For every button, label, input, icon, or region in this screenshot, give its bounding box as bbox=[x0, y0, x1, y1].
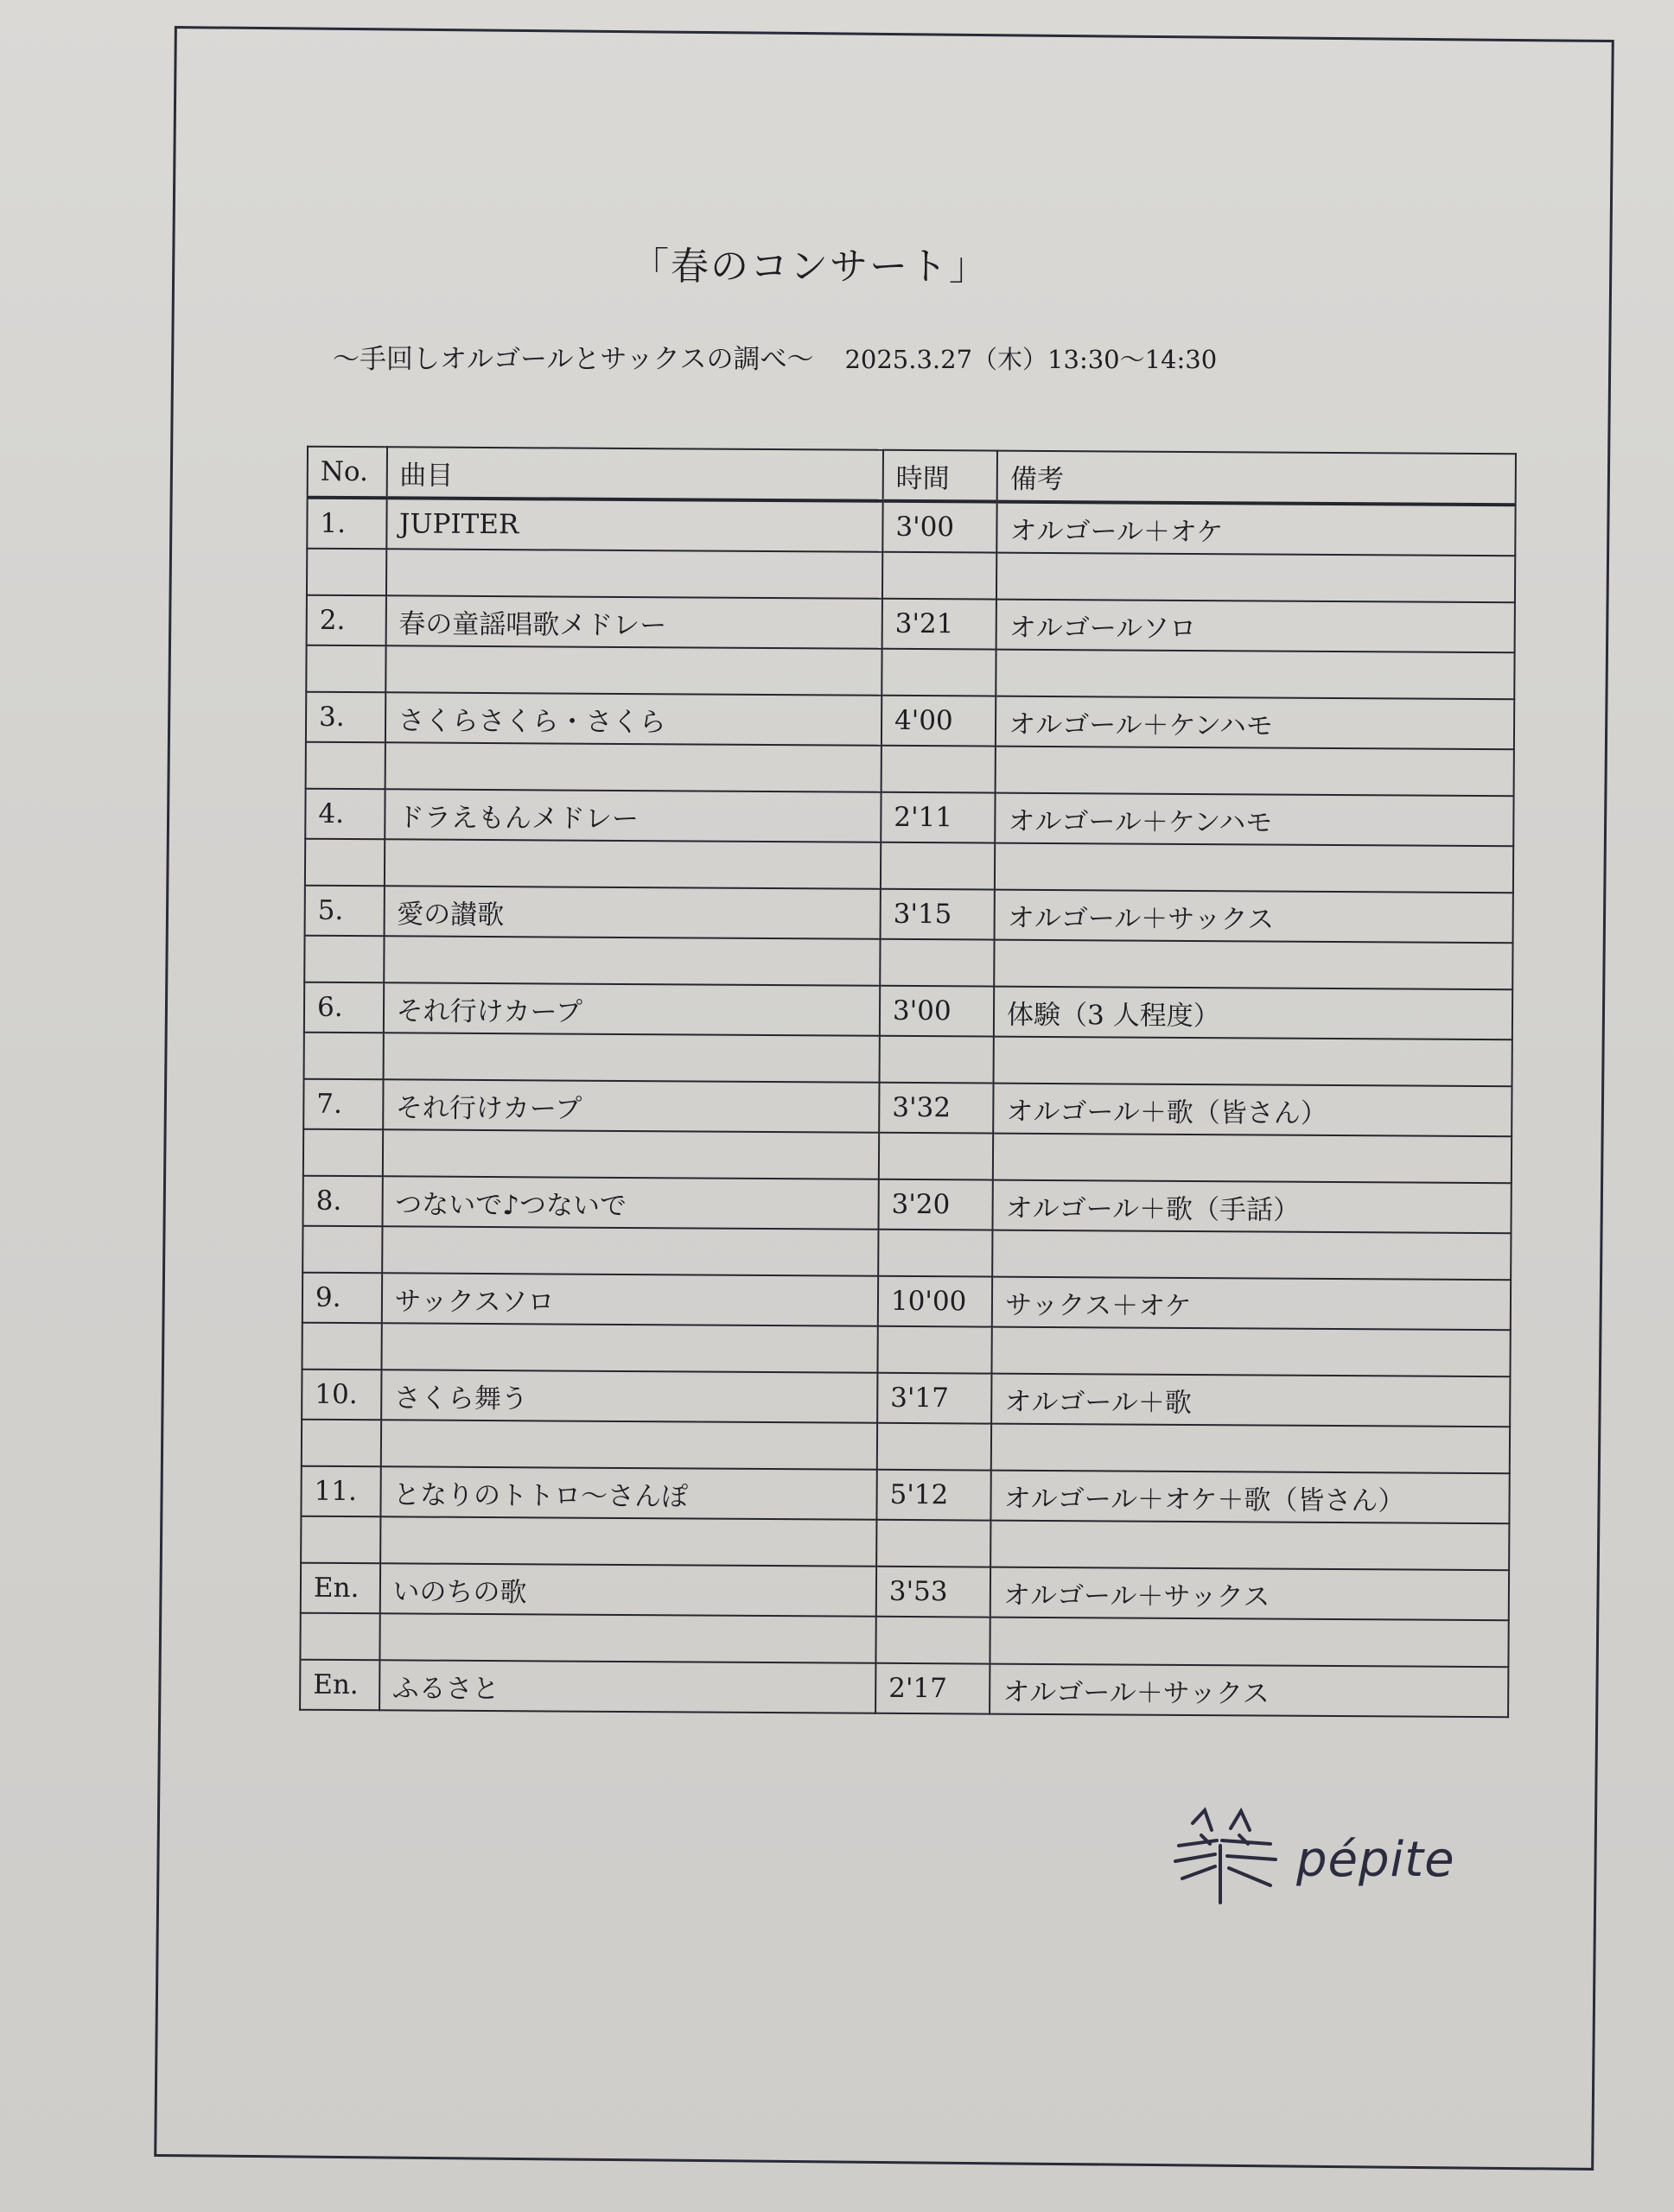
table-row bbox=[305, 789, 1513, 847]
cell-note: オルゴール＋ケンハモ bbox=[996, 696, 1514, 750]
cell-no: 8. bbox=[302, 1176, 382, 1227]
empty-cell bbox=[306, 742, 385, 790]
empty-cell bbox=[876, 1520, 990, 1567]
table-spacer-row bbox=[302, 1420, 1510, 1474]
cell-no: En. bbox=[300, 1660, 379, 1711]
header-title: 曲目 bbox=[386, 447, 883, 501]
empty-cell bbox=[303, 1129, 383, 1177]
empty-cell bbox=[992, 1230, 1511, 1281]
table-spacer-row bbox=[305, 839, 1513, 893]
table-spacer-row bbox=[300, 1613, 1508, 1668]
pepite-logo bbox=[1167, 1806, 1478, 1927]
table-row bbox=[307, 595, 1515, 653]
empty-cell bbox=[878, 1230, 992, 1277]
table-row bbox=[305, 886, 1513, 944]
cell-time: 4'00 bbox=[882, 696, 996, 747]
empty-cell bbox=[302, 1226, 382, 1274]
cell-no: 5. bbox=[305, 886, 385, 937]
table-spacer-row bbox=[302, 1226, 1511, 1281]
table-row bbox=[304, 982, 1512, 1040]
cell-no: 1. bbox=[307, 498, 386, 550]
cell-note: オルゴール＋オケ＋歌（皆さん） bbox=[991, 1471, 1510, 1524]
empty-cell bbox=[992, 1327, 1511, 1377]
program-table bbox=[299, 446, 1517, 1719]
empty-cell bbox=[305, 839, 385, 887]
empty-cell bbox=[304, 936, 384, 983]
cell-time: 3'20 bbox=[878, 1179, 993, 1230]
program-body bbox=[300, 498, 1516, 1718]
cell-note: オルゴール＋サックス bbox=[990, 1664, 1508, 1718]
empty-cell bbox=[880, 939, 994, 987]
cell-time: 10'00 bbox=[878, 1276, 993, 1327]
cell-note: オルゴール＋サックス bbox=[990, 1567, 1509, 1621]
empty-cell bbox=[996, 747, 1514, 797]
cell-time: 2'11 bbox=[881, 792, 996, 843]
cell-note: オルゴール＋歌（手話） bbox=[993, 1180, 1512, 1234]
empty-cell bbox=[995, 843, 1513, 893]
table-row bbox=[306, 692, 1514, 750]
concert-subtitle-line bbox=[333, 337, 1353, 376]
empty-cell bbox=[875, 1617, 990, 1664]
empty-cell bbox=[385, 549, 882, 599]
empty-cell bbox=[879, 1036, 993, 1084]
table-row bbox=[303, 1079, 1512, 1137]
empty-cell bbox=[379, 1613, 876, 1663]
empty-cell bbox=[996, 650, 1514, 700]
empty-cell bbox=[994, 1037, 1512, 1087]
cell-title: JUPITER bbox=[386, 498, 883, 552]
concert-subtitle: ～手回しオルゴールとサックスの調べ～ bbox=[333, 344, 814, 375]
cell-title: となりのトトロ～さんぽ bbox=[380, 1466, 877, 1520]
table-spacer-row bbox=[306, 645, 1514, 700]
table-header-row bbox=[308, 447, 1516, 505]
empty-cell bbox=[304, 1033, 384, 1080]
cell-title: いのちの歌 bbox=[379, 1563, 876, 1617]
cell-no: En. bbox=[301, 1563, 380, 1614]
empty-cell bbox=[993, 1134, 1512, 1184]
empty-cell bbox=[994, 940, 1512, 990]
cell-title: それ行けカープ bbox=[383, 1079, 880, 1133]
cell-time: 2'17 bbox=[875, 1663, 990, 1714]
cell-title: 愛の讃歌 bbox=[384, 886, 881, 939]
table-spacer-row bbox=[304, 936, 1512, 990]
empty-cell bbox=[302, 1420, 381, 1467]
cell-time: 3'00 bbox=[880, 986, 995, 1037]
empty-cell bbox=[382, 1226, 879, 1276]
table-row bbox=[302, 1176, 1511, 1234]
empty-cell bbox=[300, 1613, 379, 1661]
cell-note: 体験（3 人程度） bbox=[994, 987, 1512, 1040]
table-row bbox=[301, 1563, 1509, 1621]
empty-cell bbox=[996, 553, 1515, 603]
cell-note: オルゴール＋歌（皆さん） bbox=[993, 1084, 1512, 1137]
table-spacer-row bbox=[301, 1516, 1509, 1571]
cell-note: オルゴールソロ bbox=[996, 600, 1515, 653]
table-row bbox=[302, 1370, 1510, 1427]
cell-note: サックス＋オケ bbox=[992, 1277, 1511, 1331]
concert-title: 「春のコンサート」 bbox=[631, 245, 989, 289]
empty-cell bbox=[882, 746, 996, 793]
empty-cell bbox=[990, 1618, 1509, 1668]
empty-cell bbox=[881, 842, 995, 890]
header-time: 時間 bbox=[883, 450, 998, 502]
cell-no: 6. bbox=[304, 982, 384, 1033]
empty-cell bbox=[882, 552, 996, 600]
empty-cell bbox=[302, 1323, 381, 1370]
cell-title: さくらさくら・さくら bbox=[385, 692, 882, 746]
empty-cell bbox=[991, 1424, 1510, 1474]
cell-no: 3. bbox=[306, 692, 385, 743]
cell-no: 7. bbox=[303, 1079, 383, 1130]
cell-note: オルゴール＋ケンハモ bbox=[995, 793, 1513, 847]
cell-no: 9. bbox=[302, 1273, 382, 1324]
table-row bbox=[302, 1273, 1511, 1331]
cell-time: 3'17 bbox=[877, 1373, 992, 1424]
empty-cell bbox=[882, 649, 996, 696]
cell-no: 4. bbox=[305, 789, 385, 840]
empty-cell bbox=[877, 1326, 991, 1374]
table-spacer-row bbox=[306, 742, 1514, 797]
cell-time: 3'15 bbox=[880, 889, 995, 940]
empty-cell bbox=[384, 839, 881, 889]
cell-no: 10. bbox=[302, 1370, 381, 1421]
cell-title: ドラえもんメドレー bbox=[385, 789, 882, 842]
empty-cell bbox=[385, 742, 882, 792]
table-row bbox=[301, 1466, 1509, 1524]
header-no: No. bbox=[308, 447, 387, 499]
cell-title: サックスソロ bbox=[381, 1273, 878, 1326]
empty-cell bbox=[301, 1516, 380, 1564]
concert-datetime: 2025.3.27（木）13:30～14:30 bbox=[844, 345, 1218, 374]
cell-title: 春の童謡唱歌メドレー bbox=[385, 595, 882, 649]
cell-no: 11. bbox=[301, 1466, 380, 1517]
header-note: 備考 bbox=[997, 451, 1516, 505]
cell-title: つないで♪つないで bbox=[382, 1176, 879, 1230]
cell-time: 3'32 bbox=[879, 1083, 994, 1134]
cell-title: それ行けカープ bbox=[383, 982, 880, 1036]
cat-face-icon bbox=[1167, 1806, 1288, 1918]
cell-time: 3'00 bbox=[882, 501, 997, 553]
empty-cell bbox=[879, 1133, 993, 1180]
cell-title: さくら舞う bbox=[381, 1370, 878, 1423]
empty-cell bbox=[990, 1521, 1509, 1571]
table-row bbox=[307, 498, 1515, 556]
cell-title: ふるさと bbox=[379, 1660, 876, 1713]
empty-cell bbox=[382, 1129, 879, 1179]
empty-cell bbox=[877, 1423, 991, 1471]
cell-note: オルゴール＋オケ bbox=[996, 502, 1515, 556]
cell-note: オルゴール＋歌 bbox=[991, 1374, 1510, 1427]
table-spacer-row bbox=[302, 1323, 1510, 1377]
empty-cell bbox=[380, 1420, 877, 1470]
table-spacer-row bbox=[304, 1033, 1512, 1087]
table-row bbox=[300, 1660, 1508, 1718]
table-spacer-row bbox=[303, 1129, 1512, 1184]
empty-cell bbox=[385, 645, 882, 696]
empty-cell bbox=[380, 1516, 877, 1567]
cell-time: 5'12 bbox=[876, 1470, 991, 1521]
cell-time: 3'53 bbox=[876, 1567, 991, 1618]
cell-no: 2. bbox=[307, 595, 386, 646]
table-spacer-row bbox=[307, 549, 1515, 603]
cell-time: 3'21 bbox=[882, 599, 997, 650]
empty-cell bbox=[381, 1323, 878, 1373]
cell-note: オルゴール＋サックス bbox=[995, 890, 1513, 944]
empty-cell bbox=[384, 936, 881, 986]
logo-text: pépite bbox=[1296, 1832, 1455, 1888]
empty-cell bbox=[383, 1033, 880, 1083]
empty-cell bbox=[306, 645, 385, 693]
empty-cell bbox=[307, 549, 386, 596]
